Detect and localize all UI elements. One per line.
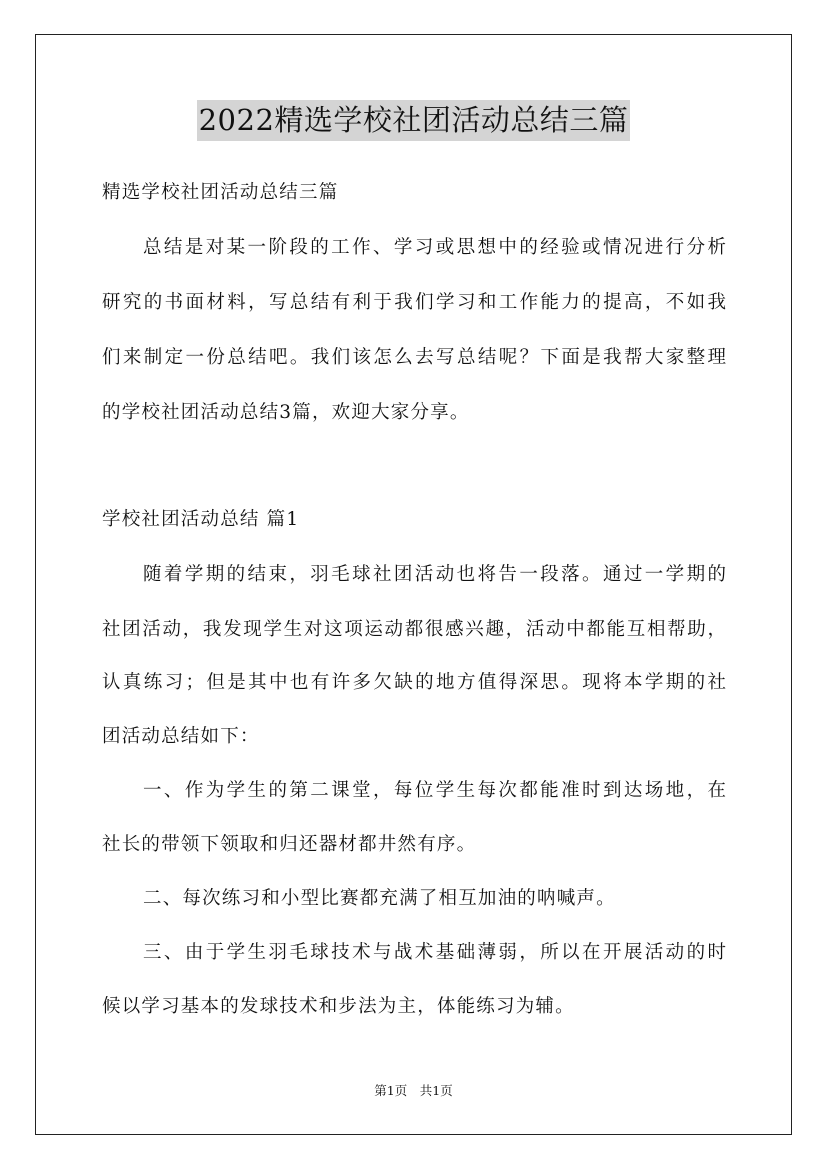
body-line-4: 团活动总结如下： (102, 726, 260, 747)
body-line-2: 社团活动，我发现学生对这项运动都很感兴趣，活动中都能互相帮助， (102, 619, 726, 640)
title-container (0, 100, 827, 141)
body-line-3: 认真练习；但是其中也有许多欠缺的地方值得深思。现将本学期的社 (102, 672, 726, 693)
item-1-line-1: 一、作为学生的第二课堂，每位学生每次都能准时到达场地，在 (143, 780, 726, 801)
intro-line-1: 总结是对某一阶段的工作、学习或思想中的经验或情况进行分析 (143, 237, 726, 258)
document-title: 2022精选学校社团活动总结三篇 (197, 100, 631, 141)
intro-line-4: 的学校社团活动总结3篇，欢迎大家分享。 (102, 402, 470, 423)
body-line-1: 随着学期的结束，羽毛球社团活动也将告一段落。通过一学期的 (143, 564, 726, 585)
item-3-line-1: 三、由于学生羽毛球技术与战术基础薄弱，所以在开展活动的时 (143, 942, 726, 963)
page-footer: 第1页 共1页 (374, 1083, 453, 1098)
intro-line-3: 们来制定一份总结吧。我们该怎么去写总结呢？下面是我帮大家整理 (102, 347, 726, 368)
item-2-line-1: 二、每次练习和小型比赛都充满了相互加油的呐喊声。 (143, 888, 616, 909)
item-3-line-2: 候以学习基本的发球技术和步法为主，体能练习为辅。 (102, 996, 575, 1017)
intro-line-2: 研究的书面材料，写总结有利于我们学习和工作能力的提高，不如我 (102, 292, 726, 313)
section-heading: 学校社团活动总结 篇1 (102, 509, 300, 530)
subtitle-line: 精选学校社团活动总结三篇 (102, 182, 339, 203)
item-1-line-2: 社长的带领下领取和归还器材都井然有序。 (102, 834, 477, 855)
